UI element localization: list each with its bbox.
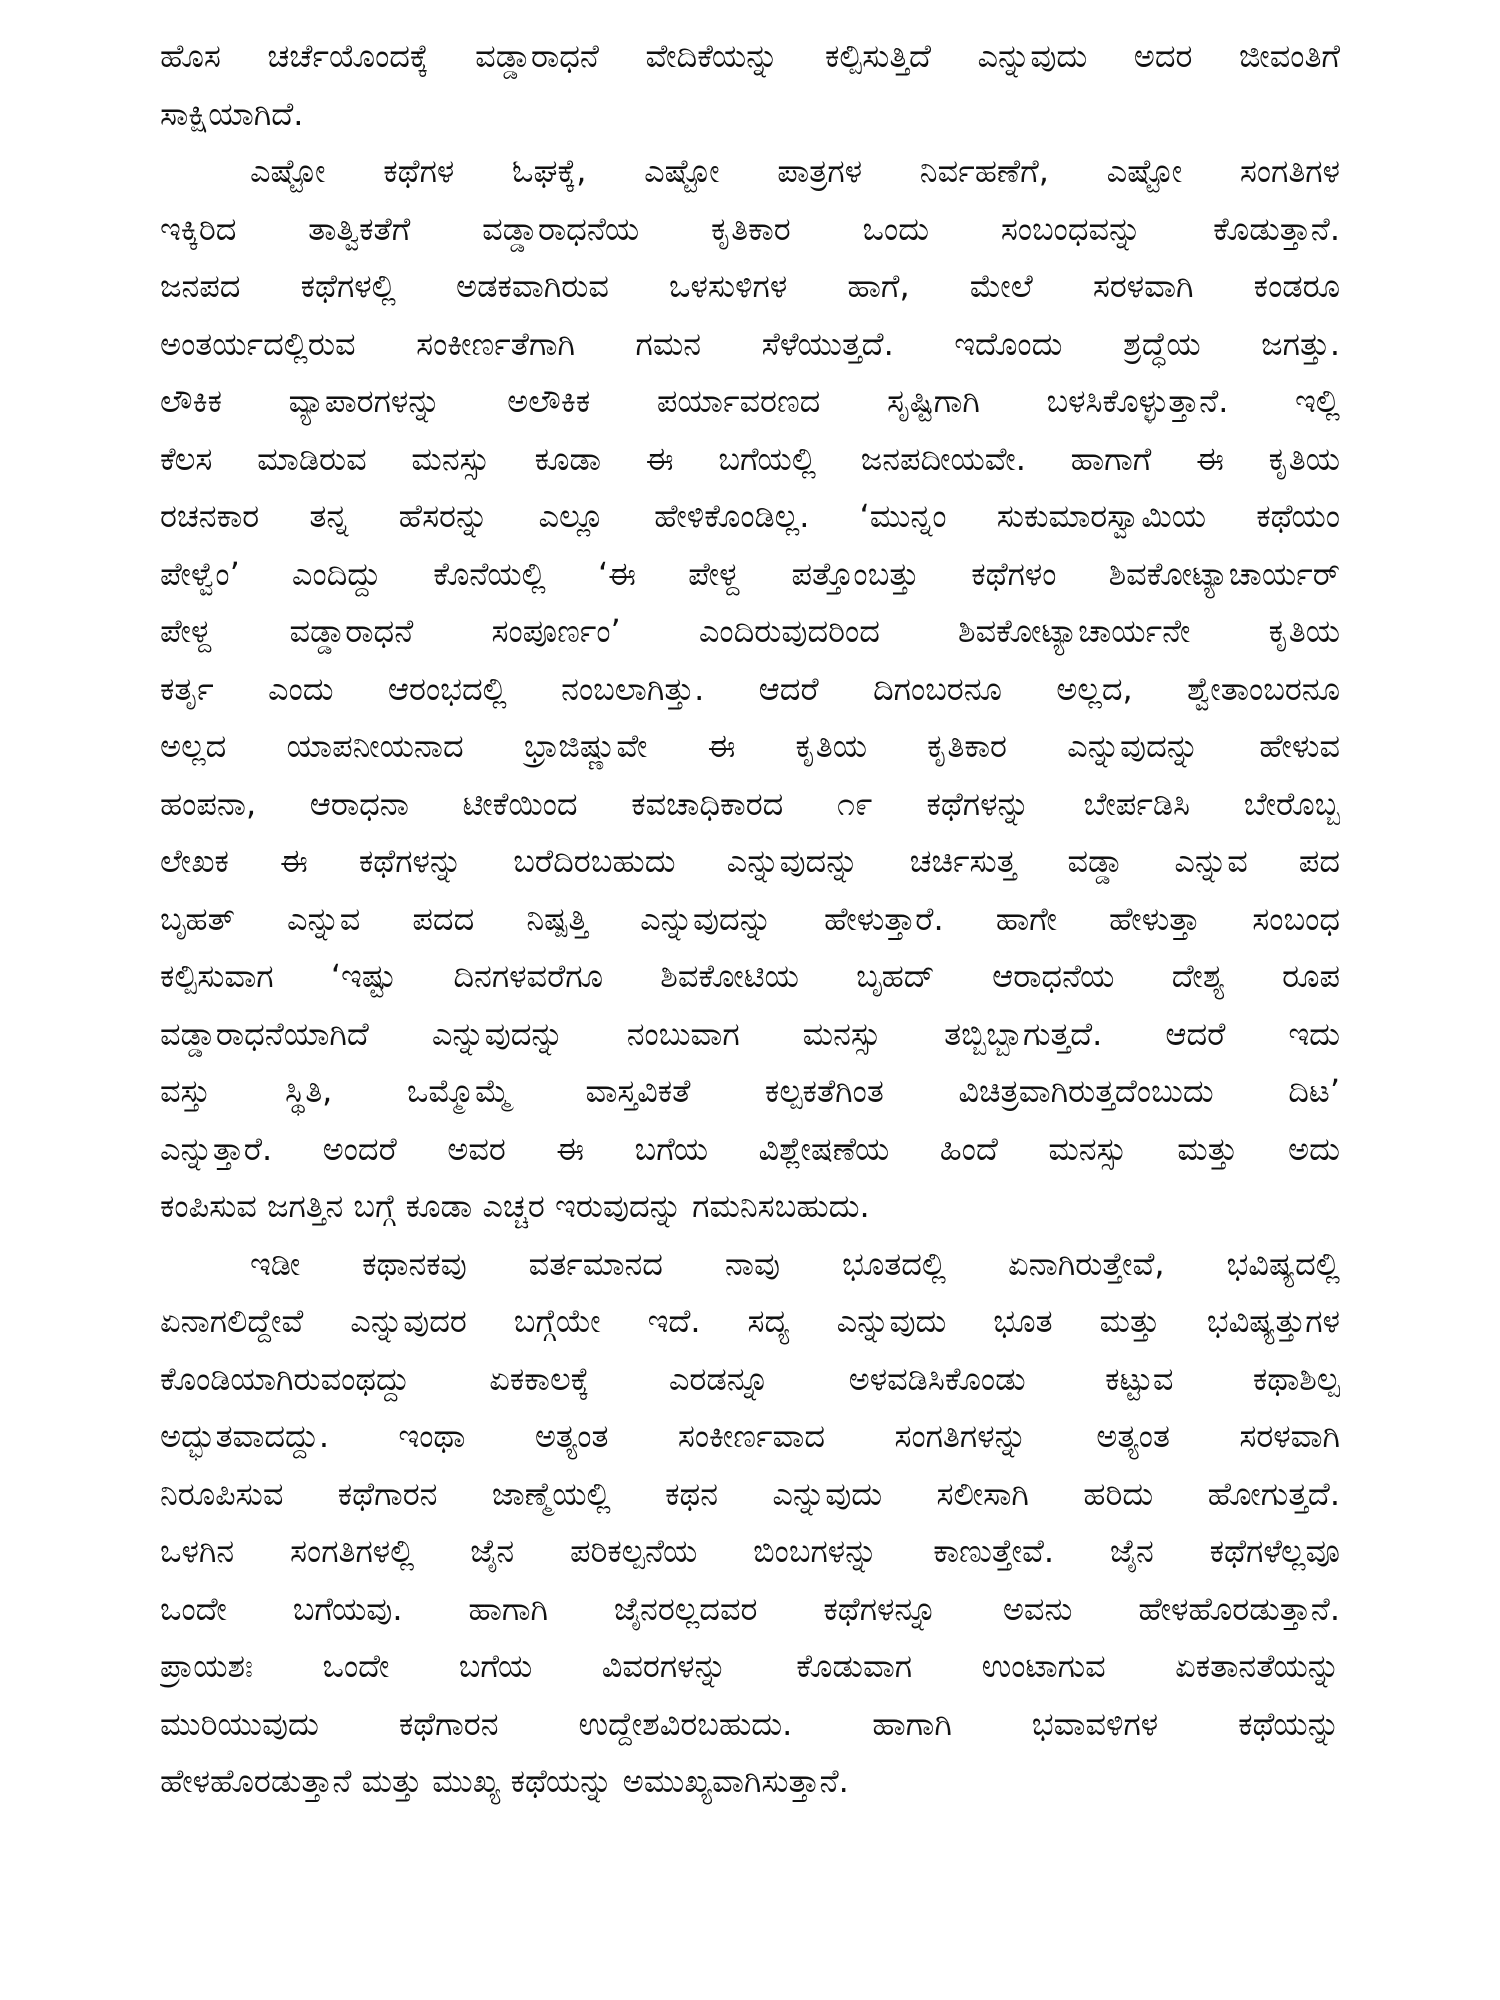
text-line: ಪ್ರಾಯಶಃ ಒಂದೇ ಬಗೆಯ ವಿವರಗಳನ್ನು ಕೊಡುವಾಗ ಉಂಟಾಗುವ ಏಕತಾನತೆಯನ್ನು xyxy=(160,1647,1340,1685)
paragraph-1 xyxy=(160,28,1340,143)
text-line: ರಚನಕಾರ ತನ್ನ ಹೆಸರನ್ನು ಎಲ್ಲೂ ಹೇಳಿಕೊಂಡಿಲ್ಲ. ‘ಮುನ್ನಂ ಸುಕುಮಾರಸ್ವಾಮಿಯ ಕಥೆಯಂ xyxy=(160,497,1340,535)
text-line: ಕೊಂಡಿಯಾಗಿರುವಂಥದ್ದು ಏಕಕಾಲಕ್ಕೆ ಎರಡನ್ನೂ ಅಳವಡಿಸಿಕೊಂಡು ಕಟ್ಟುವ ಕಥಾಶಿಲ್ಪ xyxy=(160,1359,1340,1398)
text-line: ನಿರೂಪಿಸುವ ಕಥೆಗಾರನ ಜಾಣ್ಮೆಯಲ್ಲಿ ಕಥನ ಎನ್ನುವುದು ಸಲೀಸಾಗಿ ಹರಿದು ಹೋಗುತ್ತದೆ. xyxy=(160,1474,1340,1513)
paragraph-3 xyxy=(160,1236,1340,1811)
text-line: ಕಲ್ಪಿಸುವಾಗ ‘ಇಷ್ಟು ದಿನಗಳವರೆಗೂ ಶಿವಕೋಟಿಯ ಬೃಹದ್ ಆರಾಧನೆಯ ದೇಶ್ಯ ರೂಪ xyxy=(160,957,1340,995)
text-line: ಬೃಹತ್ ಎನ್ನುವ ಪದದ ನಿಷ್ಪತ್ತಿ ಎನ್ನುವುದನ್ನು ಹೇಳುತ್ತಾರೆ. ಹಾಗೇ ಹೇಳುತ್ತಾ ಸಂಬಂಧ xyxy=(160,899,1340,938)
text-line: ಕಂಪಿಸುವ ಜಗತ್ತಿನ ಬಗ್ಗೆ ಕೂಡಾ ಎಚ್ಚರ ಇರುವುದನ್ನು ಗಮನಿಸಬಹುದು. xyxy=(160,1187,870,1225)
text-line: ಏನಾಗಲಿದ್ದೇವೆ ಎನ್ನುವುದರ ಬಗ್ಗೆಯೇ ಇದೆ. ಸದ್ಯ ಎನ್ನುವುದು ಭೂತ ಮತ್ತು ಭವಿಷ್ಯತ್ತುಗಳ xyxy=(160,1302,1340,1340)
paragraph-2 xyxy=(160,143,1340,1236)
text-line: ಒಳಗಿನ ಸಂಗತಿಗಳಲ್ಲಿ ಜೈನ ಪರಿಕಲ್ಪನೆಯ ಬಿಂಬಗಳನ್ನು ಕಾಣುತ್ತೇವೆ. ಜೈನ ಕಥೆಗಳೆಲ್ಲವೂ xyxy=(160,1532,1340,1570)
text-line: ಅಲ್ಲದ ಯಾಪನೀಯನಾದ ಭ್ರಾಜಿಷ್ಣುವೇ ಈ ಕೃತಿಯ ಕೃತಿಕಾರ ಎನ್ನುವುದನ್ನು ಹೇಳುವ xyxy=(160,727,1340,765)
text-line: ಹೊಸ ಚರ್ಚೆಯೊಂದಕ್ಕೆ ವಡ್ಡಾರಾಧನೆ ವೇದಿಕೆಯನ್ನು ಕಲ್ಪಿಸುತ್ತಿದೆ ಎನ್ನುವುದು ಅದರ ಜೀವಂತಿಗೆ xyxy=(160,37,1340,75)
text-line: ಕೆಲಸ ಮಾಡಿರುವ ಮನಸ್ಸು ಕೂಡಾ ಈ ಬಗೆಯಲ್ಲಿ ಜನಪದೀಯವೇ. ಹಾಗಾಗೆ ಈ ಕೃತಿಯ xyxy=(160,439,1340,478)
text-line: ಅಂತರ್ಯದಲ್ಲಿರುವ ಸಂಕೀರ್ಣತೆಗಾಗಿ ಗಮನ ಸೆಳೆಯುತ್ತದೆ. ಇದೊಂದು ಶ್ರದ್ಧೆಯ ಜಗತ್ತು. xyxy=(160,324,1340,363)
text-line: ಇಡೀ ಕಥಾನಕವು ವರ್ತಮಾನದ ನಾವು ಭೂತದಲ್ಲಿ ಏನಾಗಿರುತ್ತೇವೆ, ಭವಿಷ್ಯದಲ್ಲಿ xyxy=(250,1244,1340,1283)
text-line: ಮುರಿಯುವುದು ಕಥೆಗಾರನ ಉದ್ದೇಶವಿರಬಹುದು. ಹಾಗಾಗಿ ಭವಾವಳಿಗಳ ಕಥೆಯನ್ನು xyxy=(160,1704,1340,1743)
text-line: ಹಂಪನಾ, ಆರಾಧನಾ ಟೀಕೆಯಿಂದ ಕವಚಾಧಿಕಾರದ ೧೯ ಕಥೆಗಳನ್ನು ಬೇರ್ಪಡಿಸಿ ಬೇರೊಬ್ಬ xyxy=(160,784,1340,823)
text-line: ಲೇಖಕ ಈ ಕಥೆಗಳನ್ನು ಬರೆದಿರಬಹುದು ಎನ್ನುವುದನ್ನು ಚರ್ಚಿಸುತ್ತ ವಡ್ಡಾ ಎನ್ನುವ ಪದ xyxy=(160,842,1340,880)
text-line: ವಡ್ಡಾರಾಧನೆಯಾಗಿದೆ ಎನ್ನುವುದನ್ನು ನಂಬುವಾಗ ಮನಸ್ಸು ತಬ್ಬಿಬ್ಬಾಗುತ್ತದೆ. ಆದರೆ ಇದು xyxy=(160,1014,1340,1053)
text-line: ಜನಪದ ಕಥೆಗಳಲ್ಲಿ ಅಡಕವಾಗಿರುವ ಒಳಸುಳಿಗಳ ಹಾಗೆ, ಮೇಲೆ ಸರಳವಾಗಿ ಕಂಡರೂ xyxy=(160,267,1340,305)
text-line: ಹೇಳಹೊರಡುತ್ತಾನೆ ಮತ್ತು ಮುಖ್ಯ ಕಥೆಯನ್ನು ಅಮುಖ್ಯವಾಗಿಸುತ್ತಾನೆ. xyxy=(160,1762,849,1800)
text-line: ಒಂದೇ ಬಗೆಯವು. ಹಾಗಾಗಿ ಜೈನರಲ್ಲದವರ ಕಥೆಗಳನ್ನೂ ಅವನು ಹೇಳಹೊರಡುತ್ತಾನೆ. xyxy=(160,1589,1340,1628)
text-line: ಲೌಕಿಕ ವ್ಯಾಪಾರಗಳನ್ನು ಅಲೌಕಿಕ ಪರ್ಯಾವರಣದ ಸೃಷ್ಟಿಗಾಗಿ ಬಳಸಿಕೊಳ್ಳುತ್ತಾನೆ. ಇಲ್ಲಿ xyxy=(160,382,1340,420)
text-line: ಸಾಕ್ಷಿಯಾಗಿದೆ. xyxy=(160,94,304,133)
text-line: ಇಕ್ಕಿರಿದ ತಾತ್ವಿಕತೆಗೆ ವಡ್ಡಾರಾಧನೆಯ ಕೃತಿಕಾರ ಒಂದು ಸಂಬಂಧವನ್ನು ಕೊಡುತ್ತಾನೆ. xyxy=(160,209,1340,248)
text-line: ಪೇಳ್ವೆಂ’ ಎಂದಿದ್ದು ಕೊನೆಯಲ್ಲಿ ‘ಈ ಪೇಳ್ದ ಪತ್ತೊಂಬತ್ತು ಕಥೆಗಳಂ ಶಿವಕೋಟ್ಯಾಚಾರ್ಯರ್ xyxy=(160,554,1340,593)
text-line: ವಸ್ತು ಸ್ಥಿತಿ, ಒಮ್ಮೊಮ್ಮೆ ವಾಸ್ತವಿಕತೆ ಕಲ್ಪಕತೆಗಿಂತ ವಿಚಿತ್ರವಾಗಿರುತ್ತದೆಂಬುದು ದಿಟ’ xyxy=(160,1072,1340,1110)
text-line: ಕರ್ತೃ ಎಂದು ಆರಂಭದಲ್ಲಿ ನಂಬಲಾಗಿತ್ತು. ಆದರೆ ದಿಗಂಬರನೂ ಅಲ್ಲದ, ಶ್ವೇತಾಂಬರನೂ xyxy=(160,669,1340,708)
document-page xyxy=(160,28,1340,1811)
text-line: ಪೇಳ್ದ ವಡ್ಡಾರಾಧನೆ ಸಂಪೂರ್ಣಂ’ ಎಂದಿರುವುದರಿಂದ ಶಿವಕೋಟ್ಯಾಚಾರ್ಯನೇ ಕೃತಿಯ xyxy=(160,612,1340,650)
text-line: ಎಷ್ಟೋ ಕಥೆಗಳ ಓಘಕ್ಕೆ, ಎಷ್ಟೋ ಪಾತ್ರಗಳ ನಿರ್ವಹಣೆಗೆ, ಎಷ್ಟೋ ಸಂಗತಿಗಳ xyxy=(250,152,1340,190)
text-line: ಅದ್ಭುತವಾದದ್ದು. ಇಂಥಾ ಅತ್ಯಂತ ಸಂಕೀರ್ಣವಾದ ಸಂಗತಿಗಳನ್ನು ಅತ್ಯಂತ ಸರಳವಾಗಿ xyxy=(160,1417,1340,1455)
text-line: ಎನ್ನುತ್ತಾರೆ. ಅಂದರೆ ಅವರ ಈ ಬಗೆಯ ವಿಶ್ಲೇಷಣೆಯ ಹಿಂದೆ ಮನಸ್ಸು ಮತ್ತು ಅದು xyxy=(160,1129,1340,1168)
